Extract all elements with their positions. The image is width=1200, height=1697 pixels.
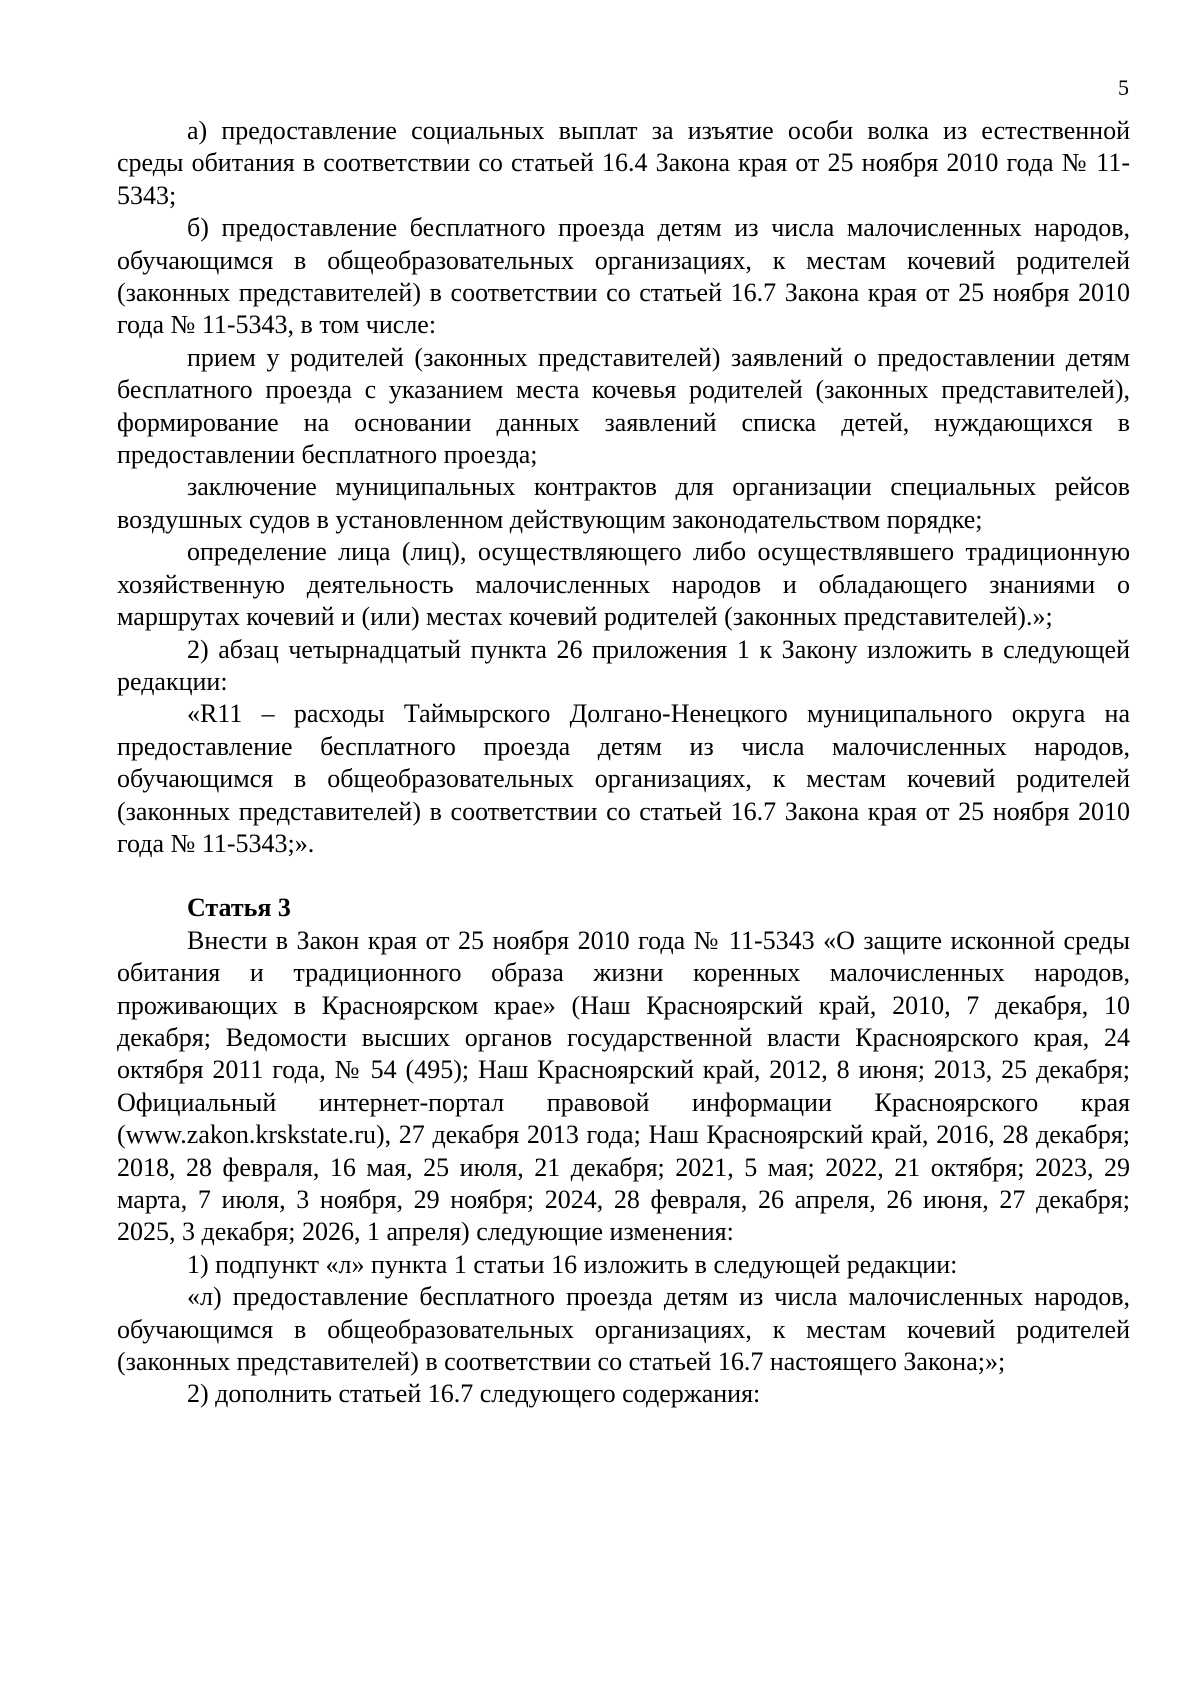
paragraph-amendment-2: 2) абзац четырнадцатый пункта 26 приложения 1 к Закону изложить в следующей редакции:	[117, 634, 1130, 696]
paragraph-person-definition: определение лица (лиц), осуществляющего либо осуществлявшего традиционную хозяйственную деятельность малочисленных народов и обладающего знаниями о маршрутах кочевий и (или) местах кочевий родителей (законных представителей).»;	[117, 537, 1130, 632]
paragraph-r11-definition: «R11 – расходы Таймырского Долгано-Ненецкого муниципального округа на предоставление бесплатного проезда детям из числа малочисленных народов, обучающимся в общеобразовательных организациях, к местам кочевий родителей (законных представителей) в соответствии со статьей 16.7 Закона края от 25 ноября 2010 года № 11-5343;».	[117, 699, 1130, 858]
paragraph-article-3-intro: Внести в Закон края от 25 ноября 2010 года № 11-5343 «О защите исконной среды обитания и традиционного образа жизни коренных малочисленных народов, проживающих в Красноярском крае» (Наш Красноярский край, 2010, 7 декабря, 10 декабря; Ведомости высших органов государственной власти Красноярского края, 24 октября 2011 года, № 54 (495); Наш Красноярский край, 2012, 8 июня; 2013, 25 декабря; Официальный интернет-портал правовой информации Красноярского края (www.zakon.krskstate.ru), 27 декабря 2013 года; Наш Красноярский край, 2016, 28 декабря; 2018, 28 февраля, 16 мая, 25 июля, 21 декабря; 2021, 5 мая; 2022, 21 октября; 2023, 29 марта, 7 июля, 3 ноября, 29 ноября; 2024, 28 февраля, 26 апреля, 26 июня, 27 декабря; 2025, 3 декабря; 2026, 1 апреля) следующие изменения:	[117, 925, 1130, 1247]
page-number: 5	[1118, 75, 1129, 100]
document-body	[117, 115, 1130, 1411]
paragraph-change-1: 1) подпункт «л» пункта 1 статьи 16 изложить в следующей редакции:	[187, 1249, 958, 1279]
paragraph-applications: прием у родителей (законных представителей) заявлений о предоставлении детям бесплатного проезда с указанием места кочевья родителей (законных представителей), формирование на основании данных заявлений списка детей, нуждающихся в предоставлении бесплатного проезда;	[117, 342, 1130, 470]
paragraph-subitem-l: «л) предоставление бесплатного проезда детям из числа малочисленных народов, обучающимся в общеобразовательных организациях, к местам кочевий родителей (законных представителей) в соответствии со статьей 16.7 настоящего Закона;»;	[117, 1282, 1130, 1377]
paragraph-change-2: 2) дополнить статьей 16.7 следующего содержания:	[187, 1379, 761, 1409]
article-heading: Статья 3	[187, 893, 291, 923]
paragraph-item-a: а) предоставление социальных выплат за изъятие особи волка из естественной среды обитания в соответствии со статьей 16.4 Закона края от 25 ноября 2010 года № 11-5343;	[117, 116, 1130, 210]
paragraph-item-b: б) предоставление бесплатного проезда детям из числа малочисленных народов, обучающимся в общеобразовательных организациях, к местам кочевий родителей (законных представителей) в соответствии со статьей 16.7 Закона края от 25 ноября 2010 года № 11-5343, в том числе:	[117, 213, 1130, 340]
paragraph-contracts: заключение муниципальных контрактов для организации специальных рейсов воздушных судов в установленном действующим законодательством порядке;	[117, 472, 1130, 534]
